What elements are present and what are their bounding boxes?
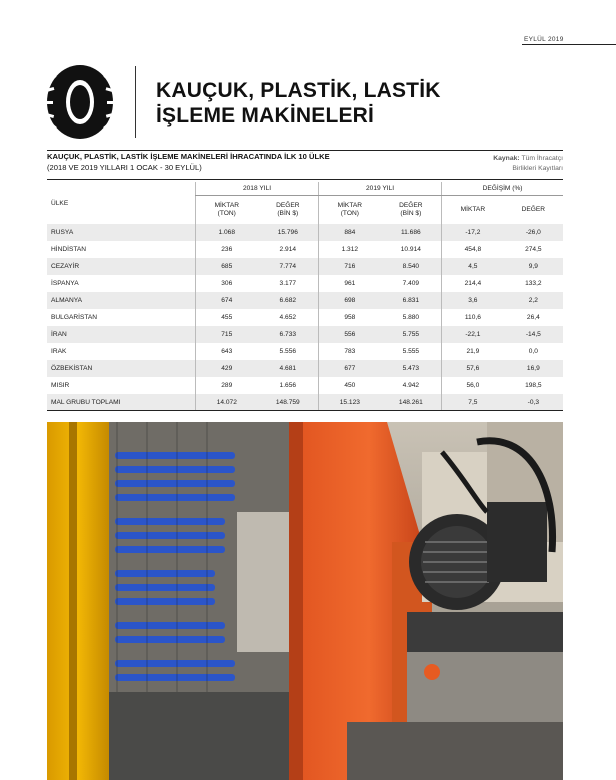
- cell-country: BULGARİSTAN: [51, 314, 98, 321]
- cell-v18: 7.774: [258, 258, 319, 275]
- cell-cq: 3,6: [442, 292, 504, 309]
- cell-cq: 4,5: [442, 258, 504, 275]
- table-row: [47, 309, 563, 326]
- cell-cq: 57,6: [442, 360, 504, 377]
- col-chg-val: DEĞER: [521, 206, 546, 213]
- table-row: [47, 241, 563, 258]
- cell-v19: 8.540: [381, 258, 442, 275]
- cell-v19: 5.555: [402, 348, 420, 355]
- cell-cv: 9,9: [504, 258, 563, 275]
- table-total-row: [47, 394, 563, 411]
- table-title: KAUÇUK, PLASTİK, LASTİK İŞLEME MAKİNELERİ İHRACATINDA İLK 10 ÜLKE: [47, 152, 330, 161]
- cell-country: İRAN: [47, 326, 196, 343]
- cell-q19: 698: [319, 292, 381, 309]
- table-row: [47, 224, 563, 241]
- cell-cq: 110,6: [442, 309, 504, 326]
- table-row: [47, 343, 563, 360]
- cell-country: IRAK: [51, 348, 67, 355]
- cell-q19: 958: [319, 309, 381, 326]
- cell-cq: 56,0: [442, 377, 504, 394]
- col-country: ÜLKE: [51, 199, 69, 207]
- source-note: [470, 154, 563, 174]
- cell-v18: 4.652: [279, 314, 297, 321]
- col-val-2019: DEĞER (BİN $): [399, 202, 423, 217]
- table-row: [47, 275, 563, 292]
- cell-q18: 14.072: [196, 394, 258, 411]
- table-row: [47, 292, 563, 309]
- table-header-rule: [47, 179, 563, 180]
- cell-v19: 4.942: [402, 382, 420, 389]
- table-row: [47, 360, 563, 377]
- group-2018: 2018 YILI: [196, 182, 319, 196]
- source-text-2: Birlikleri Kayıtları: [512, 165, 563, 172]
- cell-v19: 11.686: [381, 224, 442, 241]
- source-text: Tüm İhracatçı: [521, 155, 563, 162]
- cell-q19: 716: [319, 258, 381, 275]
- cell-v19: 7.409: [402, 280, 420, 287]
- cell-cq: 7,5: [442, 394, 504, 411]
- col-chg-qty: MİKTAR: [442, 196, 504, 225]
- cell-v18: 4.681: [258, 360, 319, 377]
- cell-q19: 1.312: [319, 241, 381, 258]
- group-change: DEĞİŞİM (%): [442, 182, 563, 196]
- source-label: Kaynak:: [493, 155, 520, 162]
- table-row: [47, 377, 563, 394]
- group-2019: 2019 YILI: [319, 182, 442, 196]
- cell-v19: 10.914: [400, 246, 421, 253]
- col-qty-2018: MİKTAR (TON): [196, 196, 258, 225]
- cell-cv: 274,5: [525, 246, 542, 253]
- cell-v18: 3.177: [279, 280, 297, 287]
- table-top-rule: [47, 150, 563, 151]
- cell-cv: 26,4: [526, 314, 540, 321]
- cell-v18: 6.733: [258, 326, 319, 343]
- cell-q19: 961: [319, 275, 381, 292]
- cell-cq: 21,9: [442, 343, 504, 360]
- page-title-line1: KAUÇUK, PLASTİK, LASTİK: [156, 79, 441, 102]
- cell-cv: -0,3: [504, 394, 563, 411]
- title-divider: [135, 66, 136, 138]
- cell-country: HİNDİSTAN: [51, 246, 87, 253]
- tire-icon: [42, 62, 118, 142]
- issue-date: EYLÜL 2019: [524, 36, 564, 43]
- cell-q18: 685: [196, 258, 258, 275]
- cell-v18: 15.796: [258, 224, 319, 241]
- cell-v18: 148.759: [258, 394, 319, 411]
- col-val-2018: DEĞER (BİN $): [276, 202, 300, 217]
- cell-cq: -17,2: [442, 224, 504, 241]
- cell-q18: 643: [196, 343, 258, 360]
- cell-v19: 5.755: [381, 326, 442, 343]
- cell-v18: 5.556: [279, 348, 297, 355]
- page-title-line2: İŞLEME MAKİNELERİ: [156, 104, 375, 127]
- cell-country: ALMANYA: [47, 292, 196, 309]
- cell-q18: 289: [196, 377, 258, 394]
- cell-v19: 5.880: [402, 314, 420, 321]
- cell-country: MAL GRUBU TOPLAMI: [47, 394, 196, 411]
- cell-country: İSPANYA: [51, 280, 79, 287]
- cell-cv: 133,2: [525, 280, 542, 287]
- cell-cv: 2,2: [504, 292, 563, 309]
- cell-q19: 677: [319, 360, 381, 377]
- col-qty-2019: MİKTAR (TON): [319, 196, 381, 225]
- cell-cv: 198,5: [525, 382, 542, 389]
- cell-q18: 674: [196, 292, 258, 309]
- cell-q18: 455: [196, 309, 258, 326]
- table-row: [47, 258, 563, 275]
- cell-v18: 6.682: [258, 292, 319, 309]
- cell-q18: 236: [196, 241, 258, 258]
- cell-q18: 1.068: [196, 224, 258, 241]
- cell-q19: 884: [319, 224, 381, 241]
- cell-q18: 306: [196, 275, 258, 292]
- cell-v18: 2.914: [279, 246, 297, 253]
- table-subtitle: (2018 VE 2019 YILLARI 1 OCAK - 30 EYLÜL): [47, 163, 202, 172]
- cell-cq: -22,1: [442, 326, 504, 343]
- table-bottom-rule: [47, 410, 563, 411]
- cell-cv: -14,5: [504, 326, 563, 343]
- cell-q18: 715: [196, 326, 258, 343]
- cell-q18: 429: [196, 360, 258, 377]
- cell-cq: 454,8: [442, 241, 504, 258]
- cell-q19: 556: [319, 326, 381, 343]
- cell-cv: 16,9: [504, 360, 563, 377]
- cell-country: RUSYA: [47, 224, 196, 241]
- cell-v19: 6.831: [381, 292, 442, 309]
- cell-q19: 783: [319, 343, 381, 360]
- cell-country: ÖZBEKİSTAN: [47, 360, 196, 377]
- cell-v19: 148.261: [381, 394, 442, 411]
- header-rule: [522, 44, 616, 45]
- cell-country: MISIR: [51, 382, 70, 389]
- cell-country: CEZAYİR: [47, 258, 196, 275]
- cell-cq: 214,4: [442, 275, 504, 292]
- table-row: [47, 326, 563, 343]
- cell-cv: 0,0: [528, 348, 538, 355]
- cell-q19: 15.123: [319, 394, 381, 411]
- cell-v19: 5.473: [381, 360, 442, 377]
- cell-cv: -26,0: [504, 224, 563, 241]
- export-table: [47, 182, 563, 411]
- machine-photo: [47, 422, 563, 780]
- cell-v18: 1.656: [279, 382, 297, 389]
- table-body: [47, 224, 563, 411]
- cell-q19: 450: [319, 377, 381, 394]
- page-title: [156, 78, 441, 128]
